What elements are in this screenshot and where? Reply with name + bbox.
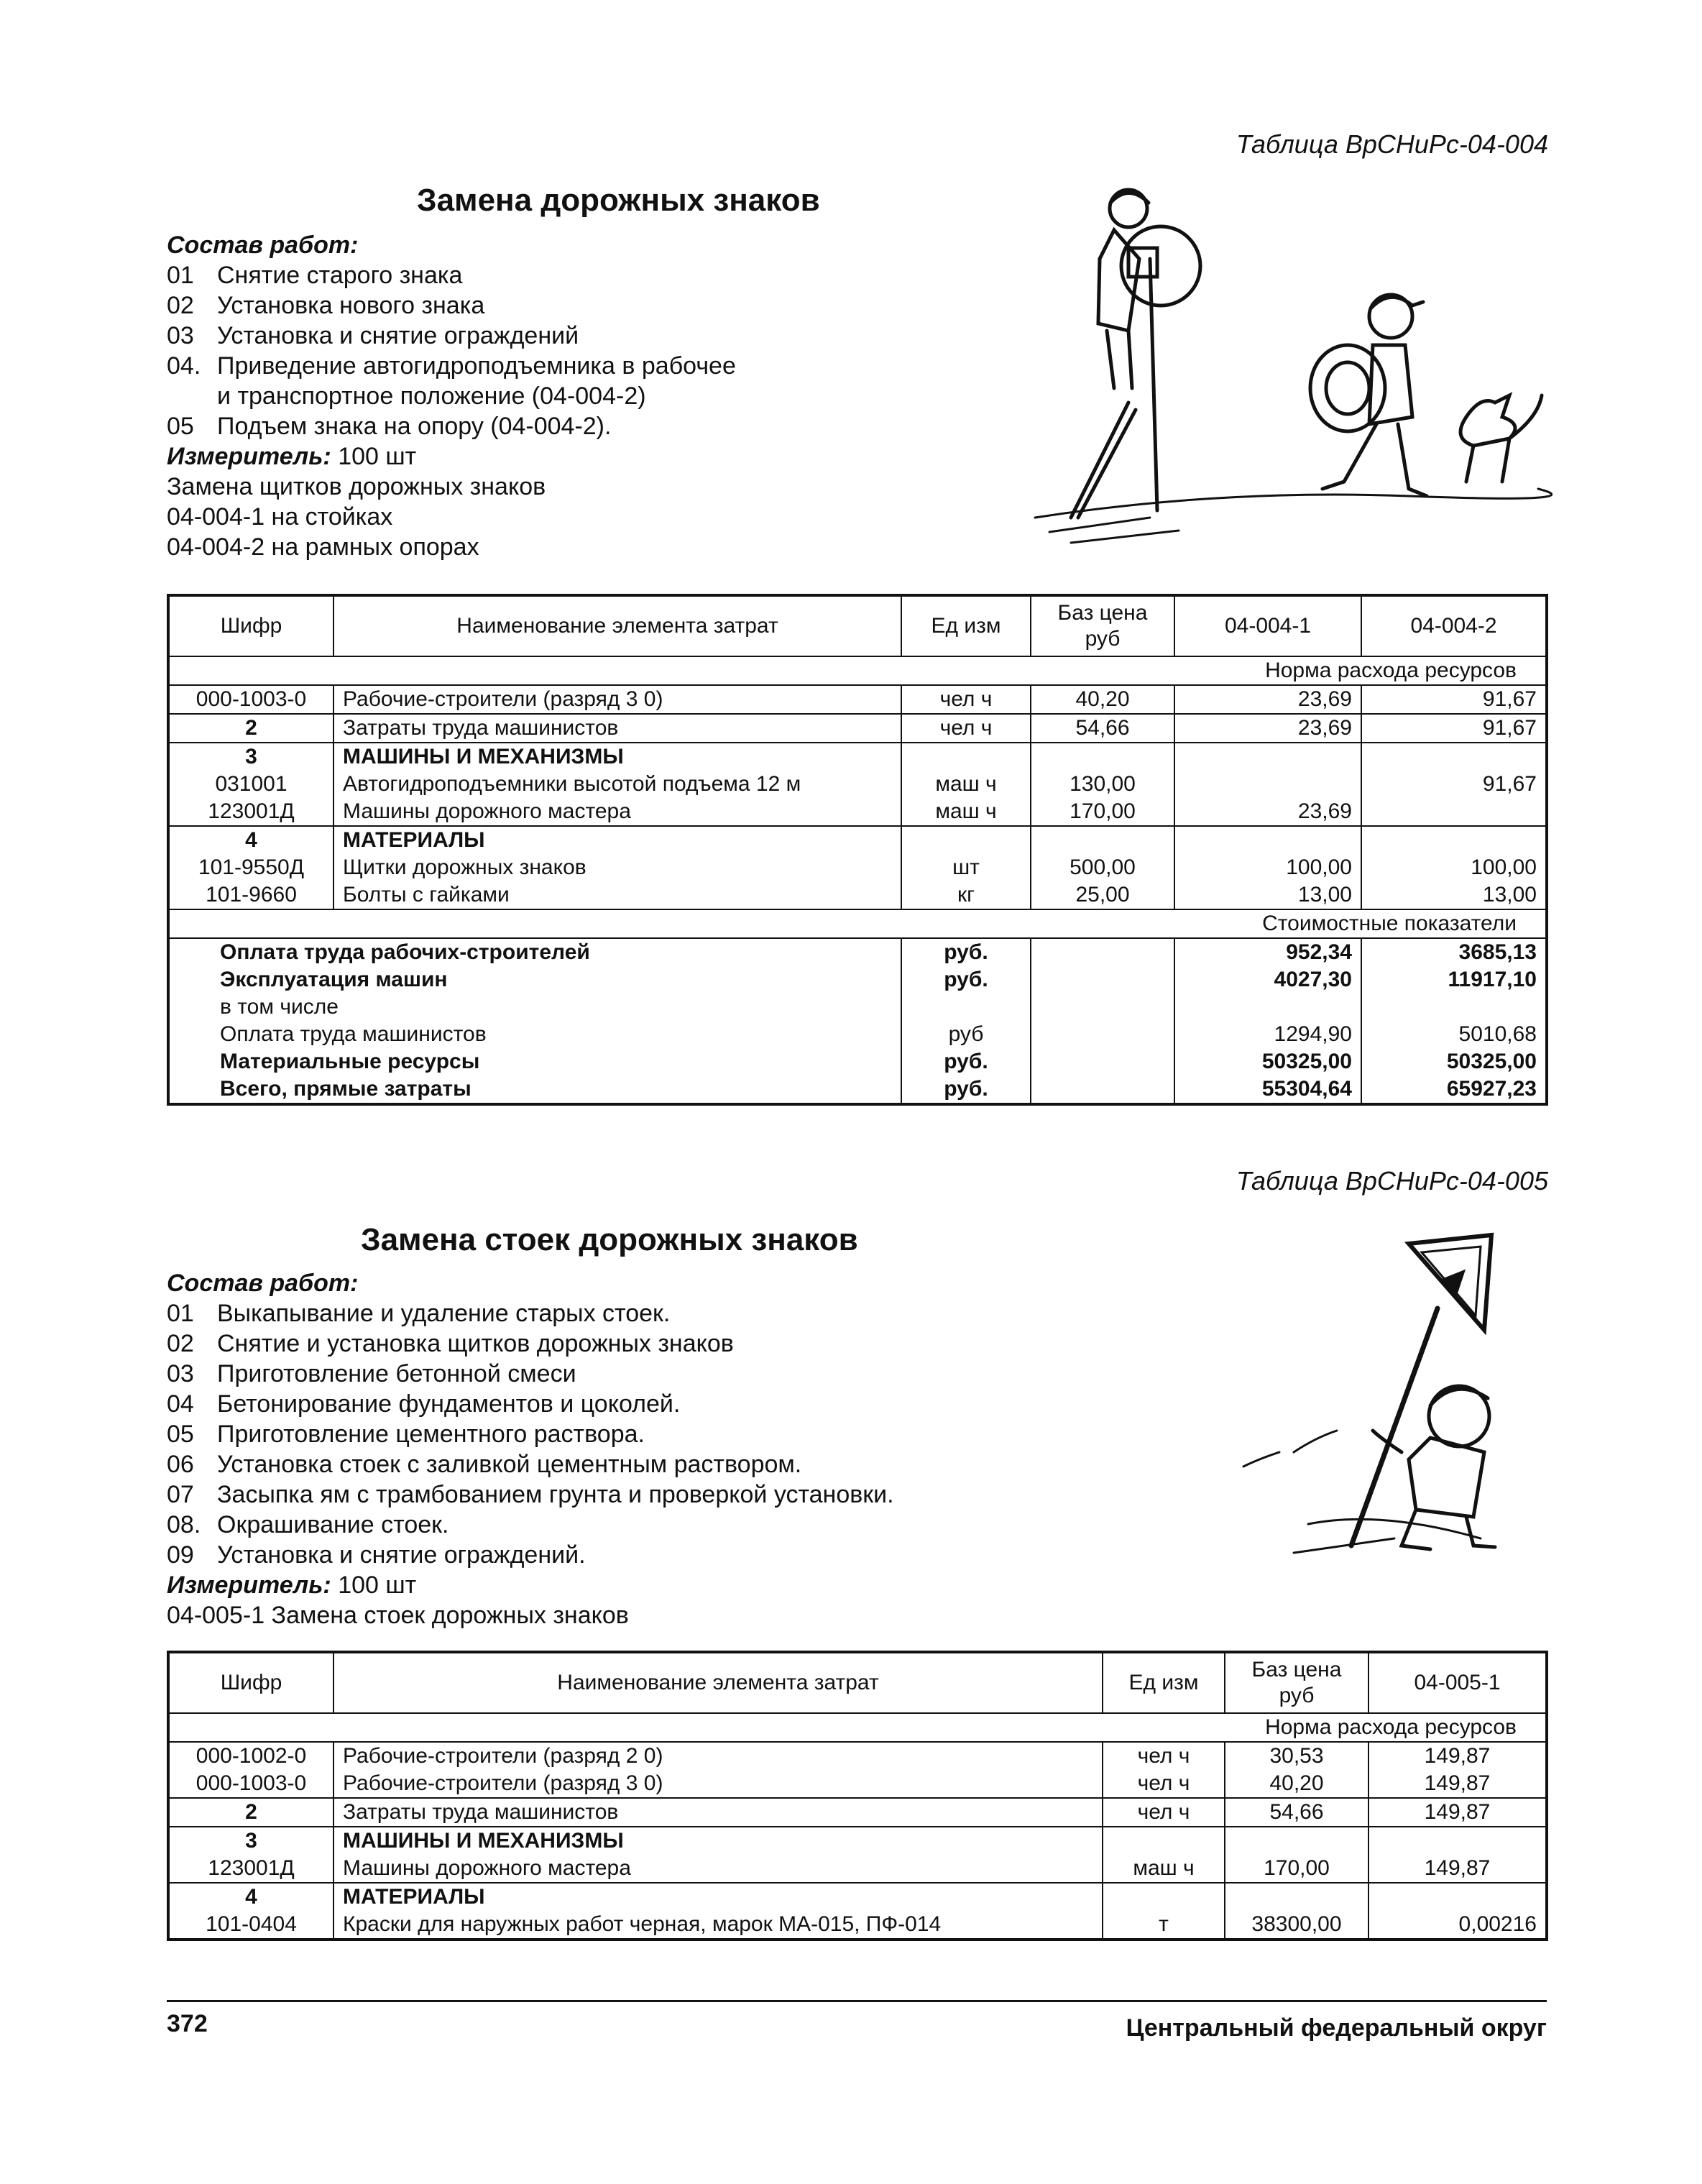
table-row: 4 МАТЕРИАЛЫ: [168, 1883, 1547, 1911]
cost-band: Стоимостные показатели: [168, 909, 1547, 938]
table-row: 000-1003-0 Рабочие-строители (разряд 3 0) чел ч 40,20 23,69 91,67: [168, 685, 1547, 714]
header-code: Шифр: [168, 1652, 334, 1713]
header-price: Баз цена руб: [1031, 595, 1174, 656]
norm-band: Норма расхода ресурсов: [168, 656, 1547, 685]
table-row: 101-9550Д Щитки дорожных знаков шт 500,00 100,00 100,00: [168, 854, 1547, 881]
table-row: 3 МАШИНЫ И МЕХАНИЗМЫ: [168, 743, 1547, 771]
footer-divider: [167, 2000, 1547, 2002]
header-col-04-005-1: 04-005-1: [1368, 1652, 1547, 1713]
table-ref-04-004: Таблица ВрСНиРс-04-004: [1236, 129, 1548, 159]
cost-row: Эксплуатация машин руб. 4027,30 11917,10: [168, 966, 1547, 994]
table-row: 000-1003-0 Рабочие-строители (разряд 3 0) чел ч 40,20 149,87: [168, 1770, 1547, 1798]
work-item: 07 Засыпка ям с трамбованием грунта и проверкой установки.: [167, 1481, 894, 1508]
section-title-04-004: Замена дорожных знаков: [417, 183, 820, 218]
table-header: [168, 1652, 1547, 1713]
table-ref-04-005: Таблица ВрСНиРс-04-005: [1236, 1166, 1548, 1196]
composition-04-004: [167, 230, 814, 562]
work-item: 09 Установка и снятие ограждений.: [167, 1541, 586, 1569]
work-item: 03 Установка и снятие ограждений: [167, 322, 579, 349]
variant-title: Замена щитков дорожных знаков: [167, 473, 546, 500]
cost-row: Оплата труда рабочих-строителей руб. 952,34 3685,13: [168, 938, 1547, 966]
table-row: 101-0404 Краски для наружных работ черная, марок МА-015, ПФ-014 т 38300,00 0,00216: [168, 1911, 1547, 1940]
work-item: 03 Приготовление бетонной смеси: [167, 1360, 576, 1387]
header-col-04-004-2: 04-004-2: [1361, 595, 1547, 656]
meter-line: Измеритель: 100 шт: [167, 443, 417, 470]
table-row: 000-1002-0 Рабочие-строители (разряд 2 0) чел ч 30,53 149,87: [168, 1742, 1547, 1770]
table-row: 3 МАШИНЫ И МЕХАНИЗМЫ: [168, 1827, 1547, 1855]
section-title-04-005: Замена стоек дорожных знаков: [361, 1222, 858, 1257]
resource-table-04-005: [167, 1651, 1548, 1941]
variant-item: 04-004-2 на рамных опорах: [167, 533, 479, 561]
header-code: Шифр: [168, 595, 334, 656]
work-item: 02 Снятие и установка щитков дорожных знаков: [167, 1330, 734, 1357]
header-unit: Ед изм: [901, 595, 1031, 656]
work-item: 04. Приведение автогидроподъемника в рабочее: [167, 352, 736, 380]
table-row: 2 Затраты труда машинистов чел ч 54,66 23,69 91,67: [168, 714, 1547, 743]
header-price: Баз цена руб: [1225, 1652, 1368, 1713]
table-row: 123001Д Машины дорожного мастера маш ч 170,00 23,69: [168, 798, 1547, 826]
norm-band: Норма расхода ресурсов: [168, 1713, 1547, 1742]
resource-table-04-004: [167, 594, 1548, 1106]
header-name: Наименование элемента затрат: [334, 595, 901, 656]
region-name: Центральный федеральный округ: [1126, 2014, 1547, 2042]
composition-04-005: [167, 1268, 1101, 1630]
table-row: 2 Затраты труда машинистов чел ч 54,66 149,87: [168, 1798, 1547, 1827]
work-item: 01 Выкапывание и удаление старых стоек.: [167, 1300, 671, 1327]
work-item: 06 Установка стоек с заливкой цементным раствором.: [167, 1451, 802, 1478]
table-row: 123001Д Машины дорожного мастера маш ч 170,00 149,87: [168, 1855, 1547, 1883]
cost-row: в том числе: [168, 994, 1547, 1021]
work-item: 04 Бетонирование фундаментов и цоколей.: [167, 1390, 681, 1418]
table-header: [168, 595, 1547, 656]
worker-sign-illustration: [1236, 1222, 1538, 1567]
work-item: 05 Приготовление цементного раствора.: [167, 1421, 645, 1448]
cost-row: Оплата труда машинистов руб 1294,90 5010,68: [168, 1021, 1547, 1048]
composition-label: Состав работ:: [167, 1270, 359, 1297]
work-item: 05 Подъем знака на опору (04-004-2).: [167, 413, 612, 440]
meter-line: Измеритель: 100 шт: [167, 1572, 417, 1599]
variant-item: 04-005-1 Замена стоек дорожных знаков: [167, 1602, 629, 1629]
composition-label: Состав работ:: [167, 231, 359, 259]
header-name: Наименование элемента затрат: [334, 1652, 1103, 1713]
work-item: 02 Установка нового знака: [167, 292, 485, 319]
table-row: 101-9660 Болты с гайками кг 25,00 13,00 13,00: [168, 881, 1547, 909]
table-row: 4 МАТЕРИАЛЫ: [168, 826, 1547, 854]
variant-item: 04-004-1 на стойках: [167, 503, 393, 531]
cost-row: Всего, прямые затраты руб. 55304,64 65927,23: [168, 1075, 1547, 1104]
page-number: 372: [167, 2010, 208, 2037]
work-item: и транспортное положение (04-004-2): [217, 382, 646, 410]
cost-row: Материальные ресурсы руб. 50325,00 50325,00: [168, 1048, 1547, 1075]
work-item: 01 Снятие старого знака: [167, 262, 463, 289]
table-row: 031001 Автогидроподъемники высотой подъема 12 м маш ч 130,00 91,67: [168, 771, 1547, 798]
header-col-04-004-1: 04-004-1: [1174, 595, 1361, 656]
work-item: 08. Окрашивание стоек.: [167, 1511, 449, 1538]
header-unit: Ед изм: [1103, 1652, 1225, 1713]
workers-illustration: [1006, 180, 1552, 554]
